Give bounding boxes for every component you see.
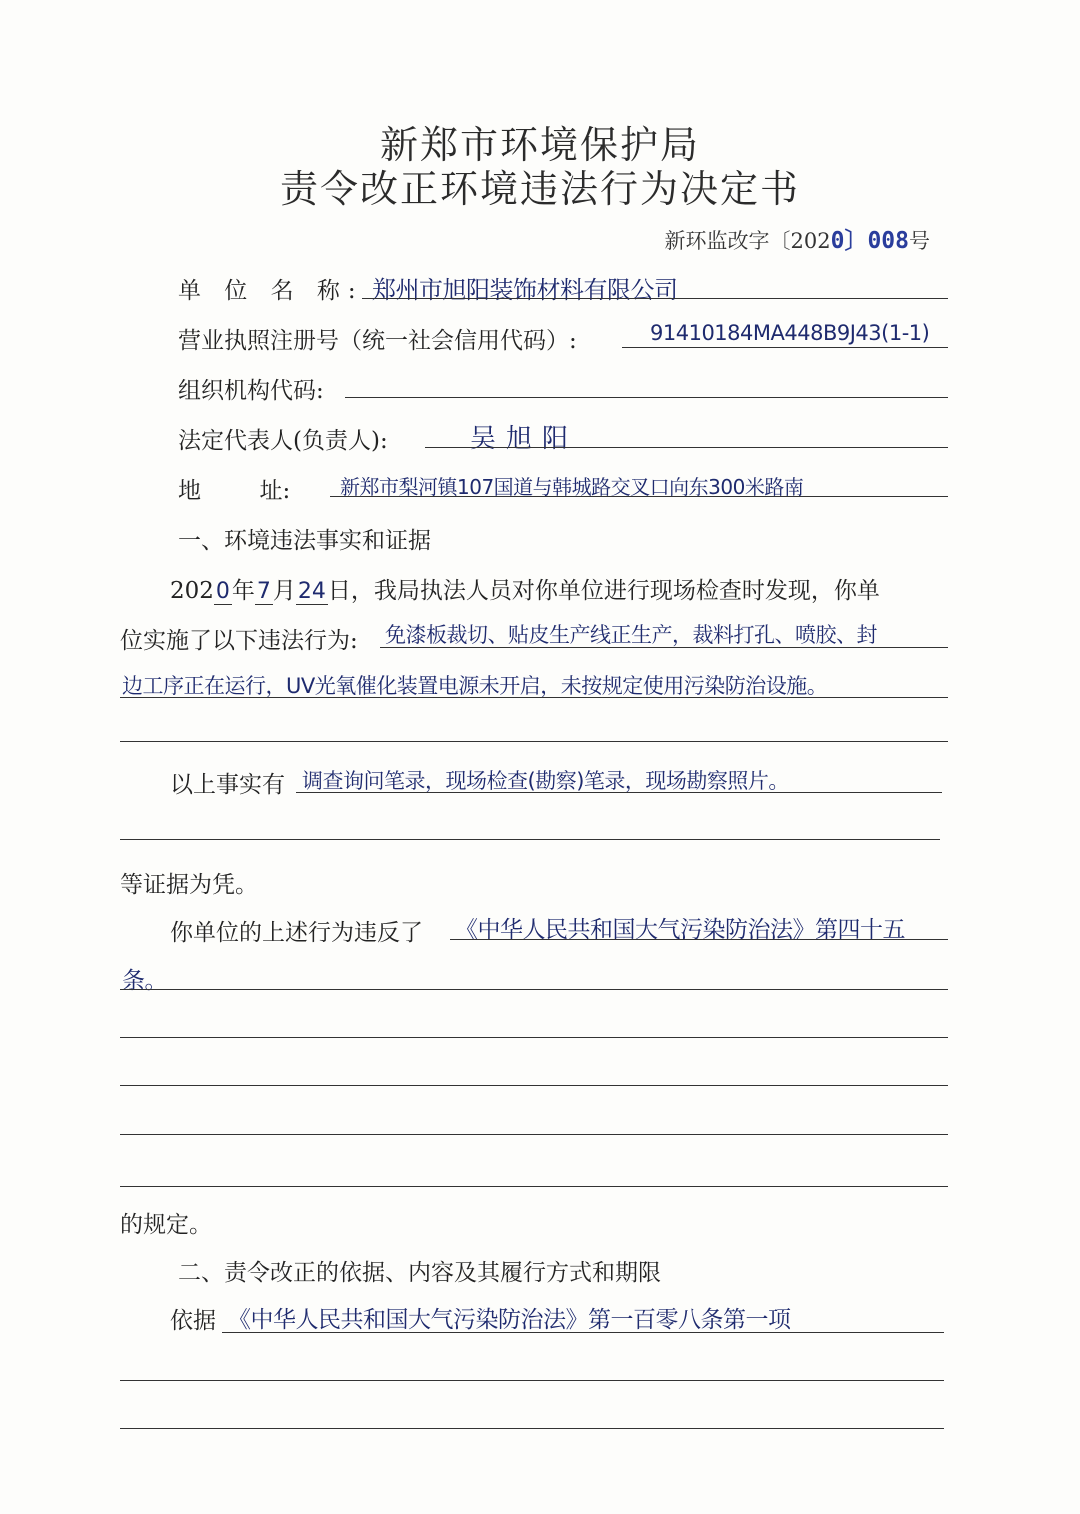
address-line bbox=[330, 496, 948, 497]
date-year-hand: 0 bbox=[215, 579, 230, 604]
law-line-4 bbox=[120, 1085, 948, 1086]
law-line-5 bbox=[120, 1134, 948, 1135]
evidence-prefix: 以上事实有 bbox=[170, 772, 285, 798]
evidence-line-1 bbox=[296, 792, 942, 793]
license-value: 91410184MA448B9J43(1-1) bbox=[650, 321, 930, 345]
doc-number-suffix: 号 bbox=[909, 229, 930, 253]
date-day-hand: 24 bbox=[297, 579, 326, 604]
violation-line-2 bbox=[120, 697, 948, 698]
violation-hand-line2: 边工序正在运行，UV光氧催化装置电源未开启，未按规定使用污染防治设施。 bbox=[122, 674, 828, 698]
evidence-line-2 bbox=[120, 839, 940, 840]
law-line-1 bbox=[450, 939, 948, 940]
date-prefix: 202 bbox=[170, 578, 214, 604]
doc-number-handwritten: 0〕008 bbox=[830, 228, 909, 254]
basis-line-1 bbox=[222, 1332, 944, 1333]
legal-rep-line bbox=[425, 447, 948, 448]
address-value: 新郑市梨河镇107国道与韩城路交叉口向东300米路南 bbox=[340, 475, 804, 499]
date-rest: 日，我局执法人员对你单位进行现场检查时发现，你单 bbox=[327, 578, 880, 604]
date-year-suffix: 年 bbox=[231, 578, 255, 604]
date-month-suffix: 月 bbox=[272, 578, 296, 604]
org-code-label: 组织机构代码: bbox=[178, 378, 324, 404]
violation-hand-line1: 免漆板裁切、贴皮生产线正生产，裁料打孔、喷胶、封 bbox=[385, 623, 877, 647]
legal-rep-label: 法定代表人(负责人): bbox=[178, 428, 388, 454]
license-line bbox=[622, 347, 948, 348]
evidence-suffix: 等证据为凭。 bbox=[120, 872, 258, 898]
basis-hand: 《中华人民共和国大气污染防治法》第一百零八条第一项 bbox=[228, 1307, 791, 1333]
inspection-date-line bbox=[170, 572, 880, 605]
law-hand-line1: 《中华人民共和国大气污染防治法》第四十五 bbox=[455, 917, 905, 943]
violation-prefix: 位实施了以下违法行为: bbox=[120, 628, 358, 654]
law-line-2 bbox=[120, 989, 948, 990]
address-label: 地 址: bbox=[178, 478, 291, 504]
unit-name-value: 郑州市旭阳装饰材料有限公司 bbox=[372, 276, 678, 304]
legal-rep-value: 吴旭阳 bbox=[470, 424, 579, 454]
basis-line-2 bbox=[120, 1380, 944, 1381]
document-title-decision: 责令改正环境违法行为决定书 bbox=[279, 167, 800, 211]
document-number bbox=[665, 222, 930, 255]
date-month-hand: 7 bbox=[256, 579, 271, 604]
section1-heading: 一、环境违法事实和证据 bbox=[178, 528, 431, 554]
license-label: 营业执照注册号（统一社会信用代码）: bbox=[178, 328, 577, 354]
org-code-line bbox=[345, 397, 948, 398]
doc-number-prefix: 新环监改字〔202 bbox=[664, 229, 831, 253]
document-title-agency: 新郑市环境保护局 bbox=[379, 123, 700, 167]
law-line-3 bbox=[120, 1037, 948, 1038]
evidence-hand: 调查询问笔录，现场检查(勘察)笔录，现场勘察照片。 bbox=[302, 769, 789, 793]
unit-name-label: 单 位 名 称: bbox=[178, 278, 364, 304]
violation-line-1 bbox=[380, 647, 948, 648]
section2-heading: 二、责令改正的依据、内容及其履行方式和期限 bbox=[178, 1260, 661, 1286]
law-line-6 bbox=[120, 1186, 948, 1187]
basis-prefix: 依据 bbox=[170, 1308, 216, 1334]
law-prefix: 你单位的上述行为违反了 bbox=[170, 920, 423, 946]
law-hand-line2: 条。 bbox=[122, 968, 167, 994]
unit-name-line bbox=[362, 298, 948, 299]
basis-line-3 bbox=[120, 1428, 944, 1429]
violation-line-3 bbox=[120, 741, 948, 742]
law-suffix: 的规定。 bbox=[120, 1212, 212, 1238]
